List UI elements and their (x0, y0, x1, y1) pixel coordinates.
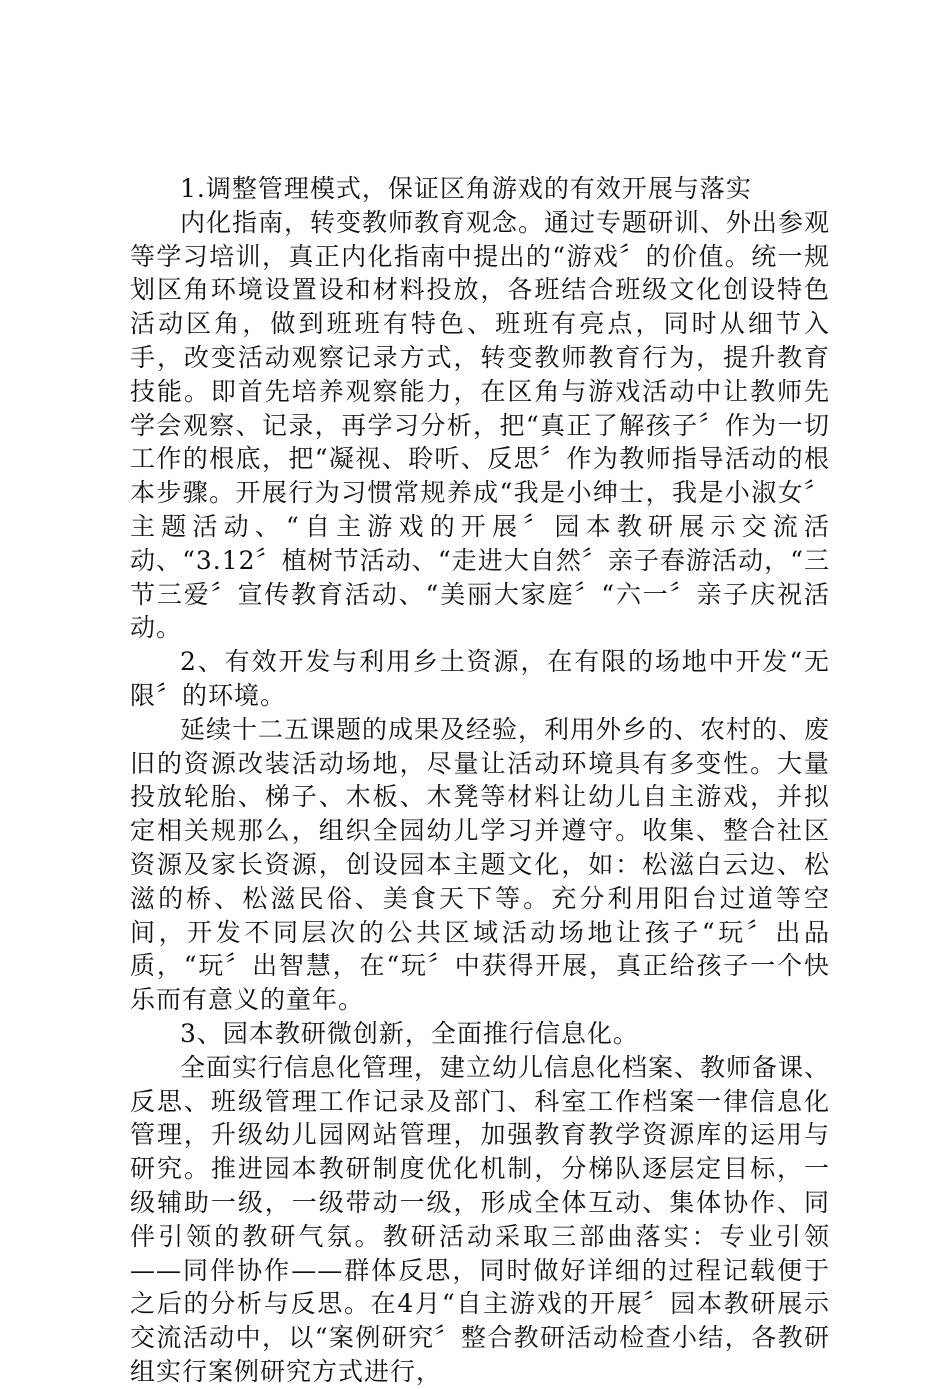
section-heading-3: 3、园本教研微创新，全面推行信息化。 (180, 1018, 639, 1048)
paragraph: 内化指南，转变教师教育观念。通过专题研训、外出参观等学习培训，真正内化指南中提出的“游戏〞的价值。统一规划区角环境设置设和材料投放，各班结合班级文化创设特色活动区角，做到班班有特色、班班有亮点，同时从细节入手，改变活动观察记录方式，转变教师教育行为，提升教育技能。即首先培养观察能力，在区角与游戏活动中让教师先学会观察、记录，再学习分析，把“真正了解孩子〞作为一切工作的根底，把“凝视、聆听、反思〞作为教师指导活动的根本步骤。开展行为习惯常规养成“我是小绅士，我是小淑女〞主题活动、“自主游戏的开展〞园本教研展示交流活动、“3.12〞植树节活动、“走进大自然〞亲子春游活动，“三节三爱〞宣传教育活动、“美丽大家庭〞“六一〞亲子庆祝活动。 (130, 207, 831, 643)
paragraph: 延续十二五课题的成果及经验，利用外乡的、农村的、废旧的资源改装活动场地，尽量让活动环境具有多变性。大量投放轮胎、梯子、木板、木凳等材料让幼儿自主游戏，并拟定相关规那么，组织全园幼儿学习并遵守。收集、整合社区资源及家长资源，创设园本主题文化，如：松滋白云边、松滋的桥、松滋民俗、美食天下等。充分利用阳台过道等空间，开发不同层次的公共区域活动场地让孩子“玩〞出品质，“玩〞出智慧，在“玩〞中获得开展，真正给孩子一个快乐而有意义的童年。 (130, 714, 831, 1015)
section-heading-1: 1.调整管理模式，保证区角游戏的有效开展与落实 (180, 174, 752, 203)
section-heading-2: 2、有效开发与利用乡土资源，在有限的场地中开发“无限〞的环境。 (130, 647, 830, 710)
paragraph: 全面实行信息化管理，建立幼儿信息化档案、教师备课、反思、班级管理工作记录及部门、科室工作档案一律信息化管理，升级幼儿园网站管理，加强教育教学资源库的运用与研究。推进园本教研制度优化机制，分梯队逐层定目标，一级辅助一级，一级带动一级，形成全体互动、集体协作、同伴引领的教研气氛。教研活动采取三部曲落实：专业引领——同伴协作——群体反思，同时做好详细的过程记载便于之后的分析与反思。在4月“自主游戏的开展〞园本教研展示交流活动中，以“案例研究〞整合教研活动检查小结，各教研组实行案例研究方式进行， (130, 1052, 831, 1386)
document-body (130, 172, 830, 1389)
